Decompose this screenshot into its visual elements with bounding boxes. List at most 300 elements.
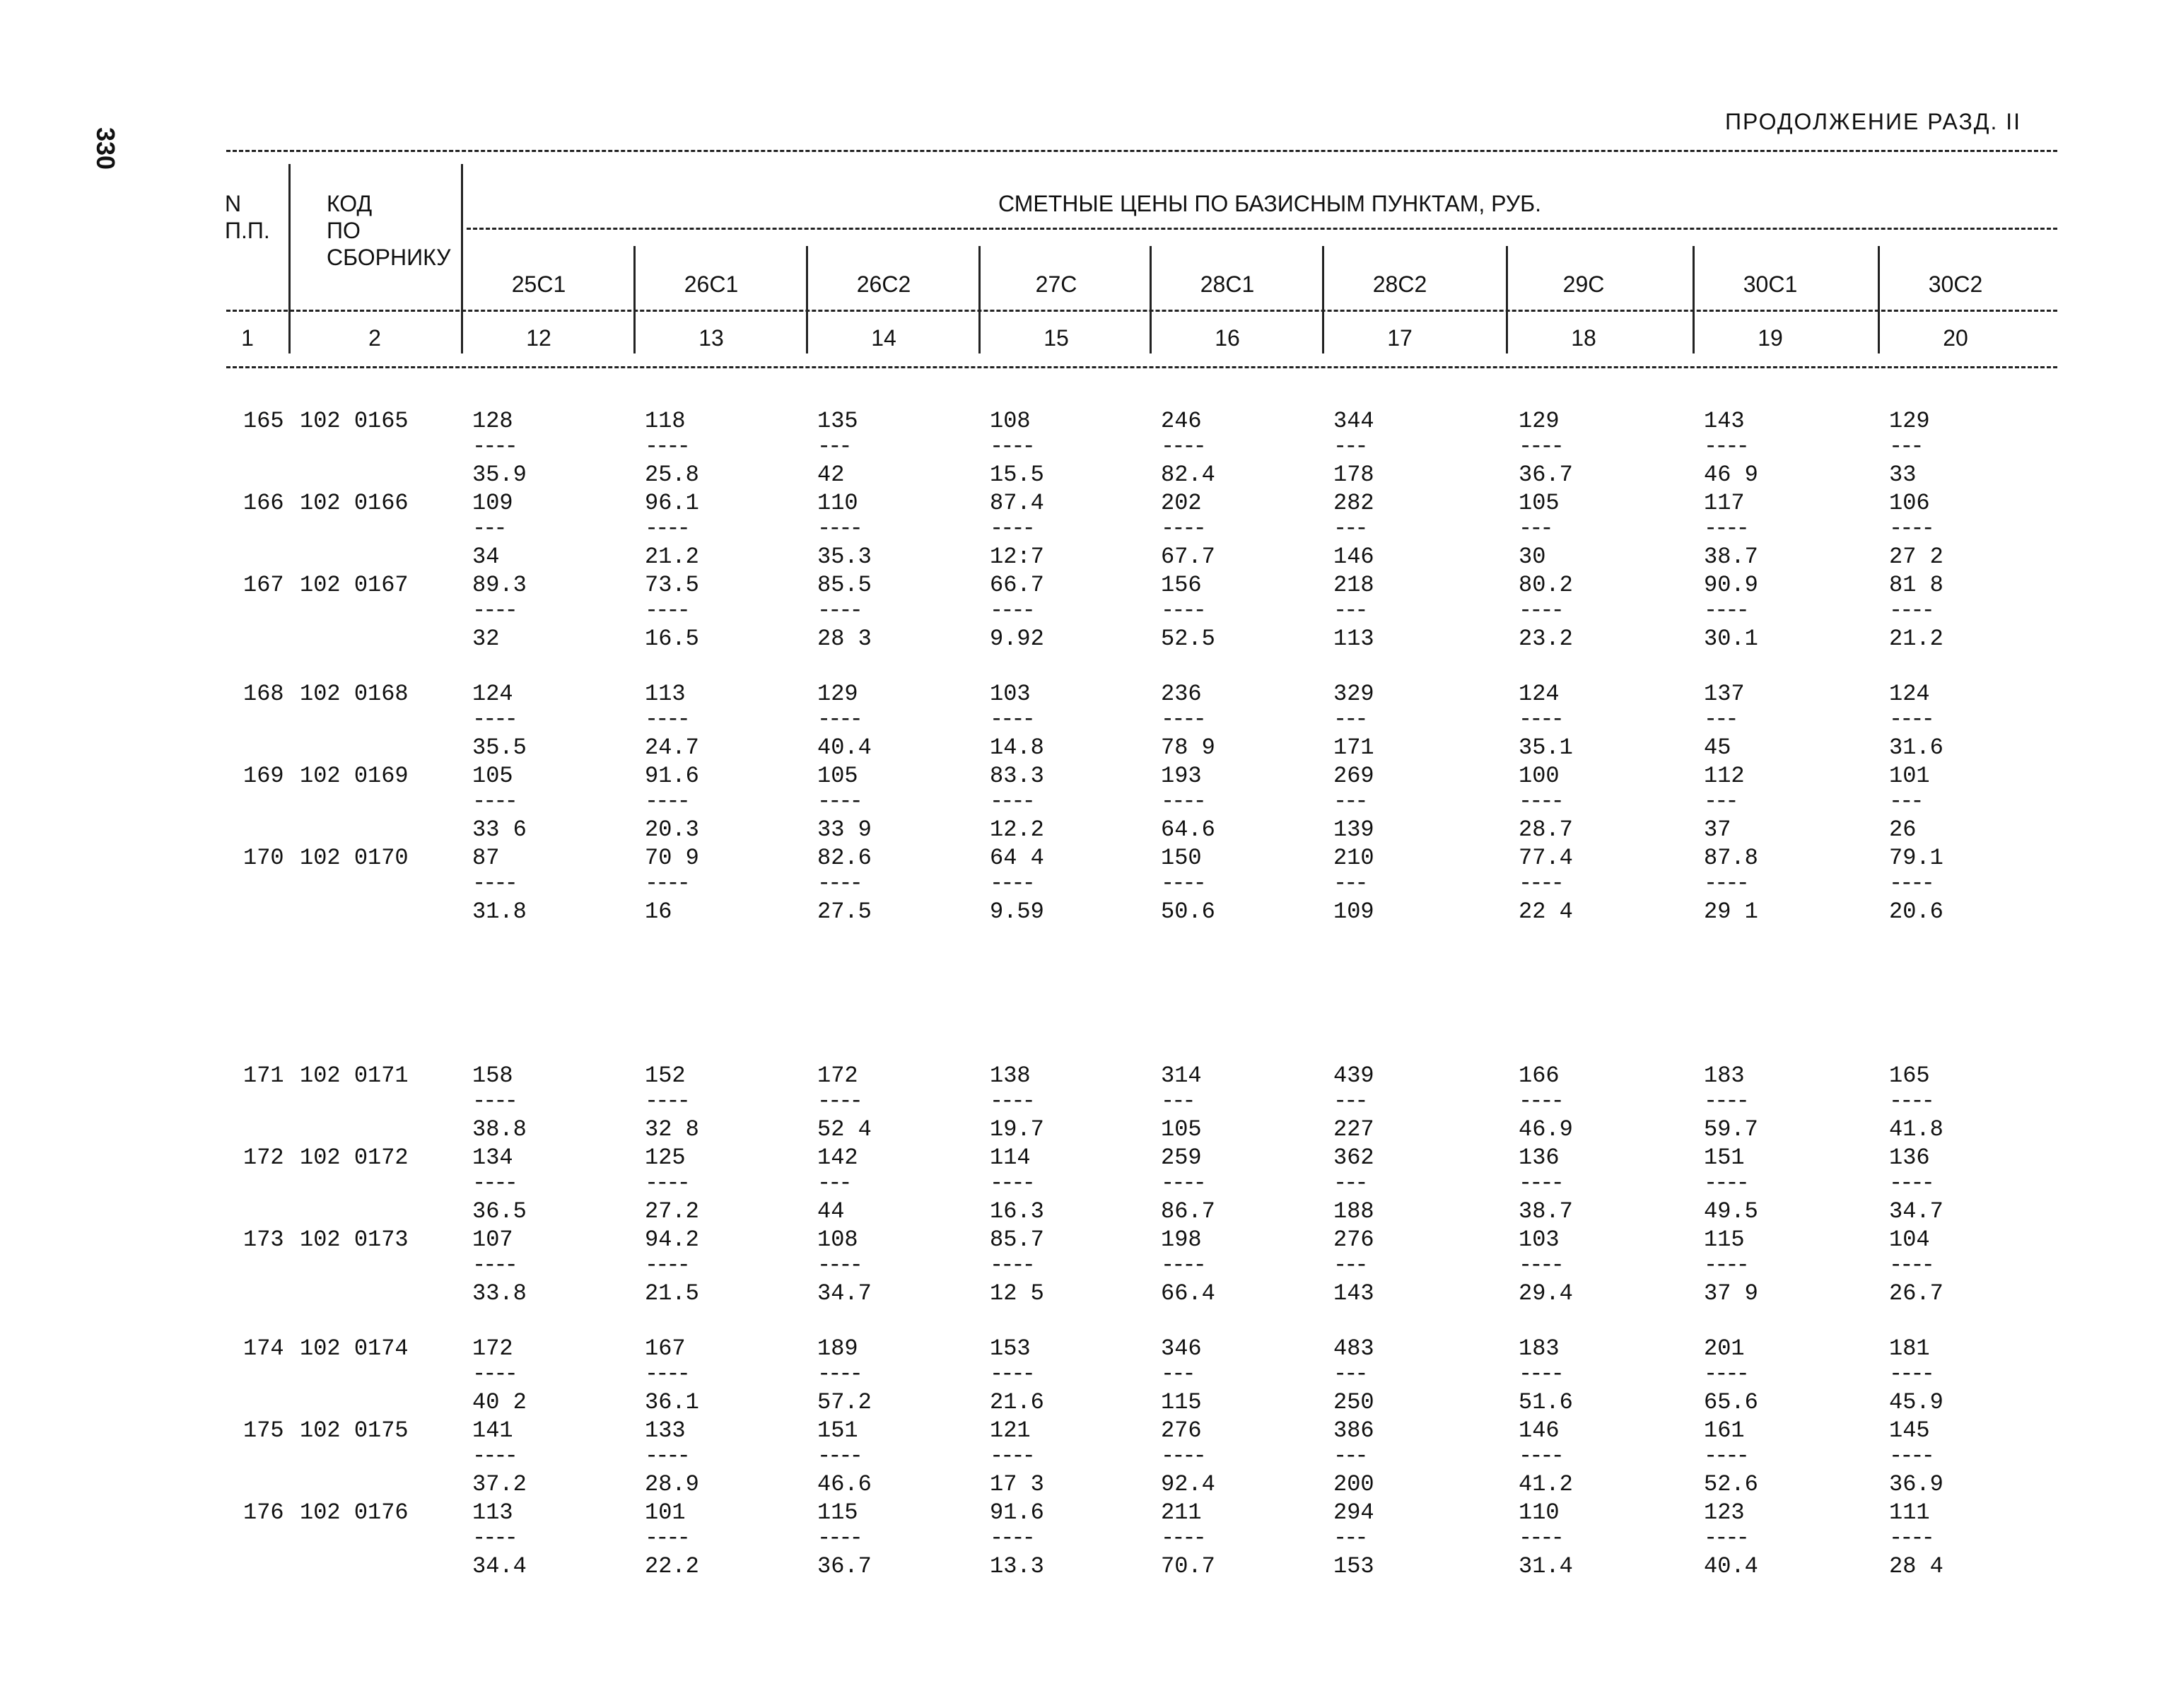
price-value: 66.7 <box>990 572 1044 598</box>
price-value: 282 <box>1333 490 1374 516</box>
price-value: 90.9 <box>1704 572 1758 598</box>
price-sub-value: 143 <box>1333 1280 1374 1306</box>
fraction-bar: --- <box>817 1170 850 1196</box>
price-value: 259 <box>1161 1145 1202 1171</box>
price-sub-value: 34 <box>472 544 500 570</box>
fraction-bar: ---- <box>817 1252 860 1278</box>
fraction-bar: ---- <box>1161 706 1204 732</box>
price-value: 294 <box>1333 1499 1374 1526</box>
col-number-1: 1 <box>241 325 254 351</box>
row-number: 174 <box>243 1335 284 1362</box>
column-divider-4 <box>978 246 981 353</box>
price-value: 73.5 <box>645 572 699 598</box>
price-value: 167 <box>645 1335 686 1362</box>
price-value: 150 <box>1161 845 1202 871</box>
fraction-bar: ---- <box>645 1443 688 1469</box>
price-sub-value: 51.6 <box>1519 1389 1573 1415</box>
fraction-bar: ---- <box>990 1088 1033 1114</box>
price-sub-value: 32 <box>472 626 500 652</box>
fraction-bar: ---- <box>990 870 1033 896</box>
price-sub-value: 34.7 <box>817 1280 872 1306</box>
row-number: 173 <box>243 1227 284 1253</box>
fraction-bar: ---- <box>990 1443 1033 1469</box>
price-sub-value: 21.2 <box>645 544 699 570</box>
price-value: 193 <box>1161 763 1202 789</box>
price-sub-value: 44 <box>817 1198 845 1224</box>
price-value: 133 <box>645 1417 686 1444</box>
price-sub-value: 105 <box>1161 1116 1202 1142</box>
fraction-bar: ---- <box>1519 706 1562 732</box>
price-value: 110 <box>1519 1499 1560 1526</box>
price-value: 101 <box>1889 763 1930 789</box>
fraction-bar: ---- <box>990 1361 1033 1387</box>
column-number-2: 13 <box>698 325 724 351</box>
price-value: 104 <box>1889 1227 1930 1253</box>
column-header-8: 30С1 <box>1743 271 1798 297</box>
column-number-7: 18 <box>1571 325 1596 351</box>
column-header-2: 26С1 <box>684 271 739 297</box>
price-sub-value: 22 4 <box>1519 899 1573 925</box>
price-sub-value: 41.8 <box>1889 1116 1943 1142</box>
price-sub-value: 66.4 <box>1161 1280 1215 1306</box>
price-value: 145 <box>1889 1417 1930 1444</box>
row-code: 102 0165 <box>300 408 409 434</box>
header-code-label-1: КОД <box>327 191 373 216</box>
price-value: 161 <box>1704 1417 1745 1444</box>
price-value: 129 <box>817 681 858 707</box>
fraction-bar: ---- <box>1519 1443 1562 1469</box>
price-value: 87 <box>472 845 500 871</box>
fraction-bar: ---- <box>1889 1525 1932 1551</box>
price-sub-value: 57.2 <box>817 1389 872 1415</box>
price-sub-value: 28 4 <box>1889 1553 1943 1579</box>
price-value: 110 <box>817 490 858 516</box>
price-sub-value: 38.7 <box>1704 544 1758 570</box>
price-value: 125 <box>645 1145 686 1171</box>
fraction-bar: ---- <box>1889 870 1932 896</box>
fraction-bar: ---- <box>1161 1170 1204 1196</box>
price-value: 189 <box>817 1335 858 1362</box>
price-value: 101 <box>645 1499 686 1526</box>
column-number-8: 19 <box>1758 325 1783 351</box>
price-sub-value: 59.7 <box>1704 1116 1758 1142</box>
price-sub-value: 27.2 <box>645 1198 699 1224</box>
column-divider-5 <box>1150 246 1152 353</box>
price-value: 105 <box>1519 490 1560 516</box>
price-sub-value: 16.3 <box>990 1198 1044 1224</box>
price-value: 211 <box>1161 1499 1202 1526</box>
fraction-bar: ---- <box>645 433 688 460</box>
price-value: 94.2 <box>645 1227 699 1253</box>
price-value: 158 <box>472 1063 513 1089</box>
row-code: 102 0175 <box>300 1417 409 1444</box>
price-sub-value: 28 3 <box>817 626 872 652</box>
price-value: 91.6 <box>990 1499 1044 1526</box>
price-sub-value: 37 9 <box>1704 1280 1758 1306</box>
price-value: 269 <box>1333 763 1374 789</box>
price-sub-value: 16.5 <box>645 626 699 652</box>
price-sub-value: 33 <box>1889 462 1917 488</box>
fraction-bar: ---- <box>1161 1525 1204 1551</box>
fraction-bar: ---- <box>472 1252 515 1278</box>
fraction-bar: ---- <box>1704 1361 1747 1387</box>
price-value: 96.1 <box>645 490 699 516</box>
price-sub-value: 188 <box>1333 1198 1374 1224</box>
fraction-bar: ---- <box>990 1525 1033 1551</box>
price-value: 81 8 <box>1889 572 1943 598</box>
row-number: 168 <box>243 681 284 707</box>
fraction-bar: --- <box>472 515 505 542</box>
header-bottom-rule <box>226 366 2057 368</box>
price-sub-value: 26.7 <box>1889 1280 1943 1306</box>
price-sub-value: 28.9 <box>645 1471 699 1497</box>
price-value: 118 <box>645 408 686 434</box>
price-value: 79.1 <box>1889 845 1943 871</box>
fraction-bar: ---- <box>472 597 515 624</box>
column-divider-3 <box>806 246 808 353</box>
price-sub-value: 25.8 <box>645 462 699 488</box>
fraction-bar: ---- <box>1704 1252 1747 1278</box>
price-value: 136 <box>1889 1145 1930 1171</box>
price-value: 91.6 <box>645 763 699 789</box>
price-sub-value: 35.3 <box>817 544 872 570</box>
price-sub-value: 14.8 <box>990 735 1044 761</box>
price-sub-value: 171 <box>1333 735 1374 761</box>
fraction-bar: ---- <box>1704 870 1747 896</box>
fraction-bar: ---- <box>1889 597 1932 624</box>
fraction-bar: ---- <box>1519 788 1562 814</box>
price-sub-value: 30 <box>1519 544 1546 570</box>
column-divider-6 <box>1322 246 1324 353</box>
price-sub-value: 40.4 <box>1704 1553 1758 1579</box>
price-value: 172 <box>817 1063 858 1089</box>
price-sub-value: 52.5 <box>1161 626 1215 652</box>
fraction-bar: ---- <box>472 1170 515 1196</box>
fraction-bar: --- <box>1333 870 1366 896</box>
price-value: 80.2 <box>1519 572 1573 598</box>
price-value: 198 <box>1161 1227 1202 1253</box>
price-value: 143 <box>1704 408 1745 434</box>
row-number: 169 <box>243 763 284 789</box>
fraction-bar: ---- <box>1704 1525 1747 1551</box>
price-sub-value: 78 9 <box>1161 735 1215 761</box>
price-value: 77.4 <box>1519 845 1573 871</box>
row-code: 102 0173 <box>300 1227 409 1253</box>
price-value: 129 <box>1519 408 1560 434</box>
fraction-bar: ---- <box>990 515 1033 542</box>
price-value: 134 <box>472 1145 513 1171</box>
price-sub-value: 20.6 <box>1889 899 1943 925</box>
column-divider-2 <box>633 246 636 353</box>
header-divider-1 <box>288 164 291 353</box>
column-number-3: 14 <box>871 325 896 351</box>
price-value: 146 <box>1519 1417 1560 1444</box>
price-value: 314 <box>1161 1063 1202 1089</box>
price-sub-value: 36.7 <box>1519 462 1573 488</box>
price-value: 362 <box>1333 1145 1374 1171</box>
fraction-bar: --- <box>1161 1361 1193 1387</box>
price-value: 210 <box>1333 845 1374 871</box>
col-number-2: 2 <box>368 325 381 351</box>
fraction-bar: ---- <box>1161 597 1204 624</box>
fraction-bar: ---- <box>645 597 688 624</box>
fraction-bar: ---- <box>1161 515 1204 542</box>
price-value: 483 <box>1333 1335 1374 1362</box>
price-sub-value: 33 6 <box>472 817 527 843</box>
price-sub-value: 50.6 <box>1161 899 1215 925</box>
fraction-bar: ---- <box>472 788 515 814</box>
fraction-bar: ---- <box>817 1443 860 1469</box>
price-value: 114 <box>990 1145 1031 1171</box>
fraction-bar: ---- <box>1889 1252 1932 1278</box>
price-sub-value: 34.4 <box>472 1553 527 1579</box>
fraction-bar: --- <box>817 433 850 460</box>
price-value: 108 <box>817 1227 858 1253</box>
price-sub-value: 36.9 <box>1889 1471 1943 1497</box>
price-value: 218 <box>1333 572 1374 598</box>
price-value: 129 <box>1889 408 1930 434</box>
column-header-1: 25С1 <box>511 271 566 297</box>
price-value: 201 <box>1704 1335 1745 1362</box>
price-sub-value: 153 <box>1333 1553 1374 1579</box>
price-sub-value: 31.4 <box>1519 1553 1573 1579</box>
price-value: 85.7 <box>990 1227 1044 1253</box>
price-sub-value: 12:7 <box>990 544 1044 570</box>
price-sub-value: 40 2 <box>472 1389 527 1415</box>
price-sub-value: 27 2 <box>1889 544 1943 570</box>
price-value: 121 <box>990 1417 1031 1444</box>
row-number: 176 <box>243 1499 284 1526</box>
fraction-bar: ---- <box>990 1252 1033 1278</box>
row-code: 102 0176 <box>300 1499 409 1526</box>
fraction-bar: ---- <box>1704 597 1747 624</box>
price-value: 142 <box>817 1145 858 1171</box>
price-sub-value: 45.9 <box>1889 1389 1943 1415</box>
price-sub-value: 92.4 <box>1161 1471 1215 1497</box>
price-sub-value: 29.4 <box>1519 1280 1573 1306</box>
fraction-bar: ---- <box>472 1443 515 1469</box>
column-header-6: 28С2 <box>1372 271 1427 297</box>
price-sub-value: 26 <box>1889 817 1917 843</box>
row-code: 102 0172 <box>300 1145 409 1171</box>
price-value: 105 <box>817 763 858 789</box>
row-number: 171 <box>243 1063 284 1089</box>
price-value: 112 <box>1704 763 1745 789</box>
price-value: 124 <box>1519 681 1560 707</box>
price-value: 151 <box>1704 1145 1745 1171</box>
price-sub-value: 20.3 <box>645 817 699 843</box>
price-value: 156 <box>1161 572 1202 598</box>
row-code: 102 0166 <box>300 490 409 516</box>
price-sub-value: 33 9 <box>817 817 872 843</box>
fraction-bar: --- <box>1889 788 1922 814</box>
price-value: 107 <box>472 1227 513 1253</box>
price-value: 344 <box>1333 408 1374 434</box>
fraction-bar: --- <box>1519 515 1551 542</box>
price-value: 87.8 <box>1704 845 1758 871</box>
price-sub-value: 38.8 <box>472 1116 527 1142</box>
fraction-bar: ---- <box>1161 1443 1204 1469</box>
price-sub-value: 52 4 <box>817 1116 872 1142</box>
price-sub-value: 250 <box>1333 1389 1374 1415</box>
price-sub-value: 82.4 <box>1161 462 1215 488</box>
price-sub-value: 36.1 <box>645 1389 699 1415</box>
price-sub-value: 9.92 <box>990 626 1044 652</box>
price-value: 141 <box>472 1417 513 1444</box>
price-value: 113 <box>645 681 686 707</box>
price-sub-value: 64.6 <box>1161 817 1215 843</box>
fraction-bar: ---- <box>1889 1170 1932 1196</box>
price-value: 117 <box>1704 490 1745 516</box>
price-sub-value: 35.5 <box>472 735 527 761</box>
row-number: 175 <box>243 1417 284 1444</box>
fraction-bar: ---- <box>1519 1361 1562 1387</box>
row-code: 102 0167 <box>300 572 409 598</box>
price-sub-value: 139 <box>1333 817 1374 843</box>
price-sub-value: 37 <box>1704 817 1731 843</box>
price-sub-value: 21.5 <box>645 1280 699 1306</box>
fraction-bar: ---- <box>1704 433 1747 460</box>
header-n-label: N <box>225 191 242 216</box>
price-sub-value: 178 <box>1333 462 1374 488</box>
price-value: 115 <box>817 1499 858 1526</box>
fraction-bar: --- <box>1333 788 1366 814</box>
fraction-bar: ---- <box>1519 597 1562 624</box>
fraction-bar: ---- <box>990 433 1033 460</box>
fraction-bar: --- <box>1333 433 1366 460</box>
fraction-bar: --- <box>1704 788 1736 814</box>
price-value: 124 <box>472 681 513 707</box>
price-value: 183 <box>1519 1335 1560 1362</box>
column-divider-9 <box>1878 246 1880 353</box>
fraction-bar: ---- <box>1161 870 1204 896</box>
fraction-bar: ---- <box>645 706 688 732</box>
column-number-9: 20 <box>1943 325 1968 351</box>
price-value: 106 <box>1889 490 1930 516</box>
header-sub-rule <box>226 310 2057 312</box>
row-number: 172 <box>243 1145 284 1171</box>
column-divider-8 <box>1693 246 1695 353</box>
fraction-bar: --- <box>1333 1443 1366 1469</box>
fraction-bar: ---- <box>817 788 860 814</box>
fraction-bar: ---- <box>472 1088 515 1114</box>
row-code: 102 0174 <box>300 1335 409 1362</box>
price-sub-value: 15.5 <box>990 462 1044 488</box>
fraction-bar: --- <box>1333 1170 1366 1196</box>
price-sub-value: 41.2 <box>1519 1471 1573 1497</box>
price-value: 83.3 <box>990 763 1044 789</box>
fraction-bar: ---- <box>472 706 515 732</box>
fraction-bar: --- <box>1704 706 1736 732</box>
price-value: 123 <box>1704 1499 1745 1526</box>
price-sub-value: 52.6 <box>1704 1471 1758 1497</box>
row-code: 102 0170 <box>300 845 409 871</box>
fraction-bar: ---- <box>1704 1443 1747 1469</box>
price-sub-value: 21.6 <box>990 1389 1044 1415</box>
fraction-bar: ---- <box>1889 706 1932 732</box>
fraction-bar: ---- <box>472 433 515 460</box>
fraction-bar: ---- <box>1161 788 1204 814</box>
price-value: 181 <box>1889 1335 1930 1362</box>
row-code: 102 0168 <box>300 681 409 707</box>
price-sub-value: 30.1 <box>1704 626 1758 652</box>
fraction-bar: ---- <box>472 1525 515 1551</box>
price-sub-value: 36.7 <box>817 1553 872 1579</box>
fraction-bar: ---- <box>990 597 1033 624</box>
fraction-bar: ---- <box>817 1361 860 1387</box>
price-sub-value: 27.5 <box>817 899 872 925</box>
column-header-5: 28С1 <box>1200 271 1255 297</box>
price-value: 105 <box>472 763 513 789</box>
fraction-bar: ---- <box>645 788 688 814</box>
price-sub-value: 31.6 <box>1889 735 1943 761</box>
price-value: 89.3 <box>472 572 527 598</box>
price-sub-value: 36.5 <box>472 1198 527 1224</box>
price-value: 113 <box>472 1499 513 1526</box>
price-value: 70 9 <box>645 845 699 871</box>
row-code: 102 0171 <box>300 1063 409 1089</box>
fraction-bar: --- <box>1333 1361 1366 1387</box>
price-sub-value: 35.9 <box>472 462 527 488</box>
price-value: 439 <box>1333 1063 1374 1089</box>
price-value: 153 <box>990 1335 1031 1362</box>
column-header-7: 29С <box>1562 271 1605 297</box>
price-value: 103 <box>1519 1227 1560 1253</box>
price-sub-value: 86.7 <box>1161 1198 1215 1224</box>
fraction-bar: ---- <box>645 515 688 542</box>
price-sub-value: 113 <box>1333 626 1374 652</box>
column-divider-7 <box>1506 246 1508 353</box>
price-value: 166 <box>1519 1063 1560 1089</box>
price-value: 152 <box>645 1063 686 1089</box>
price-sub-value: 12 5 <box>990 1280 1044 1306</box>
price-sub-value: 146 <box>1333 544 1374 570</box>
fraction-bar: ---- <box>990 1170 1033 1196</box>
fraction-bar: --- <box>1333 597 1366 624</box>
fraction-bar: ---- <box>990 788 1033 814</box>
column-number-6: 17 <box>1387 325 1413 351</box>
price-sub-value: 28.7 <box>1519 817 1573 843</box>
header-code-label-3: СБОРНИКУ <box>327 245 451 270</box>
fraction-bar: ---- <box>817 870 860 896</box>
price-value: 138 <box>990 1063 1031 1089</box>
price-sub-value: 46 9 <box>1704 462 1758 488</box>
fraction-bar: ---- <box>817 1088 860 1114</box>
fraction-bar: --- <box>1333 706 1366 732</box>
price-value: 135 <box>817 408 858 434</box>
prices-title: СМЕТНЫЕ ЦЕНЫ ПО БАЗИСНЫМ ПУНКТАМ, РУБ. <box>998 191 1541 216</box>
price-value: 103 <box>990 681 1031 707</box>
fraction-bar: --- <box>1333 515 1366 542</box>
price-sub-value: 46.9 <box>1519 1116 1573 1142</box>
fraction-bar: ---- <box>1704 515 1747 542</box>
fraction-bar: ---- <box>1519 433 1562 460</box>
fraction-bar: ---- <box>645 1252 688 1278</box>
price-sub-value: 45 <box>1704 735 1731 761</box>
column-header-4: 27С <box>1035 271 1077 297</box>
fraction-bar: ---- <box>990 706 1033 732</box>
column-number-1: 12 <box>526 325 551 351</box>
fraction-bar: ---- <box>1704 1088 1747 1114</box>
price-value: 151 <box>817 1417 858 1444</box>
fraction-bar: --- <box>1333 1525 1366 1551</box>
fraction-bar: ---- <box>472 1361 515 1387</box>
price-sub-value: 21.2 <box>1889 626 1943 652</box>
price-sub-value: 38.7 <box>1519 1198 1573 1224</box>
row-number: 167 <box>243 572 284 598</box>
price-sub-value: 200 <box>1333 1471 1374 1497</box>
price-sub-value: 109 <box>1333 899 1374 925</box>
